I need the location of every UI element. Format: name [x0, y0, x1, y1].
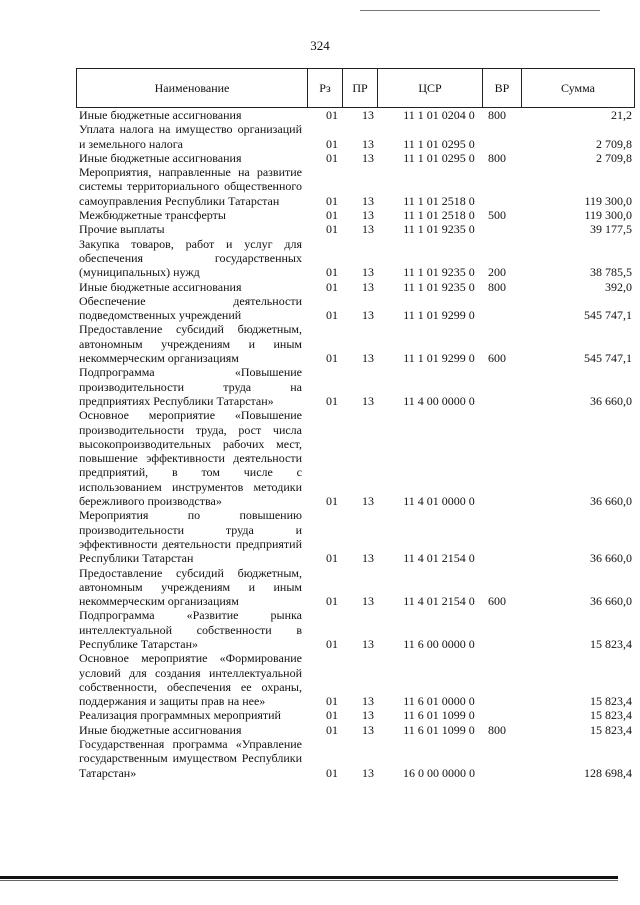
row-vr: 800	[488, 108, 506, 122]
row-csr: 11 6 00 0000 0	[403, 636, 475, 651]
row-rz: 01	[326, 150, 338, 165]
row-sum: 36 660,0	[590, 393, 632, 408]
row-csr: 11 6 01 1099 0	[403, 708, 475, 723]
row-name: Прочие выплаты	[79, 222, 165, 237]
row-sum: 545 747,1	[584, 351, 632, 366]
table-row	[76, 723, 632, 737]
page-number: 324	[310, 38, 330, 53]
row-pr: 13	[362, 222, 374, 237]
row-rz: 01	[326, 308, 338, 323]
row-rz: 01	[326, 594, 338, 609]
row-sum: 21,2	[611, 108, 632, 122]
row-pr: 13	[362, 108, 374, 122]
row-pr: 13	[362, 494, 374, 509]
row-name: Мероприятия, направленные на развитие системы территориального общественного самоуправления Республики Татарстан	[79, 165, 302, 208]
row-rz: 01	[326, 551, 338, 566]
row-name: Основное мероприятие «Повышение производительности труда, рост числа высокопроизводительных рабочих мест, повышение эффективности деятельности предприятий, в том числе с использованием инструментов методики бережливого производства»	[79, 408, 302, 509]
table-row	[76, 208, 632, 222]
row-sum: 36 660,0	[590, 594, 632, 609]
row-pr: 13	[362, 193, 374, 208]
row-csr: 11 4 01 0000 0	[403, 494, 475, 509]
row-csr: 11 1 01 2518 0	[403, 193, 475, 208]
table-row	[76, 322, 632, 365]
row-rz: 01	[326, 351, 338, 366]
row-sum: 38 785,5	[590, 265, 632, 280]
row-vr: 600	[488, 594, 506, 609]
row-csr: 11 1 01 0295 0	[403, 150, 475, 165]
table-row	[76, 108, 632, 122]
row-rz: 01	[326, 108, 338, 122]
row-name: Подпрограмма «Повышение производительности труда на предприятиях Республики Татарстан»	[79, 365, 302, 408]
row-pr: 13	[362, 351, 374, 366]
row-pr: 13	[362, 765, 374, 780]
row-pr: 13	[362, 265, 374, 280]
row-csr: 11 1 01 2518 0	[403, 208, 475, 223]
row-rz: 01	[326, 722, 338, 737]
row-csr: 11 6 01 1099 0	[403, 722, 475, 737]
row-rz: 01	[326, 208, 338, 223]
row-name: Предоставление субсидий бюджетным, автономным учреждениям и иным некоммерческим организациям	[79, 322, 302, 366]
row-name: Обеспечение деятельности подведомственных учреждений	[79, 293, 302, 323]
row-rz: 01	[326, 193, 338, 208]
row-csr: 16 0 00 0000 0	[403, 765, 475, 780]
row-rz: 01	[326, 765, 338, 780]
row-rz: 01	[326, 279, 338, 294]
row-csr: 11 4 00 0000 0	[403, 393, 475, 408]
row-vr: 200	[488, 265, 506, 280]
row-name: Иные бюджетные ассигнования	[79, 279, 242, 294]
row-csr: 11 1 01 9235 0	[403, 265, 475, 280]
row-pr: 13	[362, 208, 374, 223]
table-header	[76, 68, 635, 108]
row-pr: 13	[362, 636, 374, 651]
table-row	[76, 165, 632, 208]
table-row	[76, 222, 632, 236]
row-name: Иные бюджетные ассигнования	[79, 722, 242, 737]
row-pr: 13	[362, 594, 374, 609]
row-vr: 600	[488, 351, 506, 366]
row-pr: 13	[362, 551, 374, 566]
row-vr: 800	[488, 722, 506, 737]
table-row	[76, 280, 632, 294]
row-csr: 11 4 01 2154 0	[403, 551, 475, 566]
row-name: Межбюджетные трансферты	[79, 208, 226, 223]
col-header-sum: Сумма	[522, 69, 635, 108]
row-rz: 01	[326, 694, 338, 709]
table-row	[76, 365, 632, 408]
row-sum: 36 660,0	[590, 494, 632, 509]
row-rz: 01	[326, 494, 338, 509]
col-header-vr: ВР	[483, 69, 522, 108]
row-csr: 11 1 01 9299 0	[403, 351, 475, 366]
row-pr: 13	[362, 722, 374, 737]
table-row	[76, 566, 632, 609]
row-sum: 15 823,4	[590, 636, 632, 651]
row-sum: 545 747,1	[584, 308, 632, 323]
row-name: Предоставление субсидий бюджетным, автономным учреждениям и иным некоммерческим организациям	[79, 565, 302, 609]
table-row	[76, 608, 632, 651]
row-rz: 01	[326, 265, 338, 280]
row-pr: 13	[362, 279, 374, 294]
row-rz: 01	[326, 393, 338, 408]
row-pr: 13	[362, 136, 374, 151]
row-pr: 13	[362, 694, 374, 709]
scan-bottom-border	[0, 876, 618, 879]
col-header-rz: Рз	[308, 69, 343, 108]
row-name: Реализация программных мероприятий	[79, 708, 281, 723]
row-sum: 15 823,4	[590, 694, 632, 709]
row-sum: 15 823,4	[590, 722, 632, 737]
row-name: Мероприятия по повышению производительности труда и эффективности деятельности предприятий Республики Татарстан	[79, 508, 302, 566]
row-sum: 15 823,4	[590, 708, 632, 723]
row-csr: 11 4 01 2154 0	[403, 594, 475, 609]
table-row	[76, 294, 632, 323]
table-row	[76, 651, 632, 708]
row-rz: 01	[326, 636, 338, 651]
row-csr: 11 1 01 9235 0	[403, 279, 475, 294]
row-sum: 2 709,8	[596, 136, 632, 151]
col-header-pr: ПР	[343, 69, 378, 108]
row-vr: 800	[488, 279, 506, 294]
scan-artifact-line	[360, 10, 600, 11]
row-name: Уплата налога на имущество организаций и земельного налога	[79, 122, 302, 151]
table-row	[76, 237, 632, 280]
row-name: Закупка товаров, работ и услуг для обеспечения государственных (муниципальных) нужд	[79, 236, 302, 280]
table-row	[76, 408, 632, 508]
table-row	[76, 122, 632, 151]
table-row	[76, 708, 632, 722]
row-pr: 13	[362, 393, 374, 408]
row-sum: 36 660,0	[590, 551, 632, 566]
row-sum: 119 300,0	[584, 208, 632, 223]
row-csr: 11 1 01 9235 0	[403, 222, 475, 237]
row-csr: 11 1 01 0295 0	[403, 136, 475, 151]
row-name: Государственная программа «Управление государственным имуществом Республики Татарстан»	[79, 737, 302, 780]
row-pr: 13	[362, 150, 374, 165]
row-vr: 500	[488, 208, 506, 223]
row-pr: 13	[362, 708, 374, 723]
row-name: Иные бюджетные ассигнования	[79, 108, 242, 122]
row-name: Основное мероприятие «Формирование условий для создания интеллектуальной собственности, обеспечения ее охраны, поддержания и защиты прав на нее»	[79, 651, 302, 709]
row-vr: 800	[488, 150, 506, 165]
scan-bottom-shadow	[0, 880, 618, 881]
row-rz: 01	[326, 222, 338, 237]
row-csr: 11 1 01 0204 0	[403, 108, 475, 122]
row-pr: 13	[362, 308, 374, 323]
table-row	[76, 508, 632, 565]
row-sum: 128 698,4	[584, 765, 632, 780]
row-rz: 01	[326, 136, 338, 151]
row-sum: 119 300,0	[584, 193, 632, 208]
table-body	[76, 108, 632, 780]
table-row	[76, 151, 632, 165]
row-csr: 11 1 01 9299 0	[403, 308, 475, 323]
row-csr: 11 6 01 0000 0	[403, 694, 475, 709]
col-header-csr: ЦСР	[378, 69, 483, 108]
row-sum: 392,0	[605, 279, 632, 294]
row-sum: 2 709,8	[596, 150, 632, 165]
row-sum: 39 177,5	[590, 222, 632, 237]
col-header-name: Наименование	[77, 69, 308, 108]
table-row	[76, 737, 632, 780]
row-rz: 01	[326, 708, 338, 723]
row-name: Иные бюджетные ассигнования	[79, 150, 242, 165]
row-name: Подпрограмма «Развитие рынка интеллектуальной собственности в Республике Татарстан»	[79, 608, 302, 651]
